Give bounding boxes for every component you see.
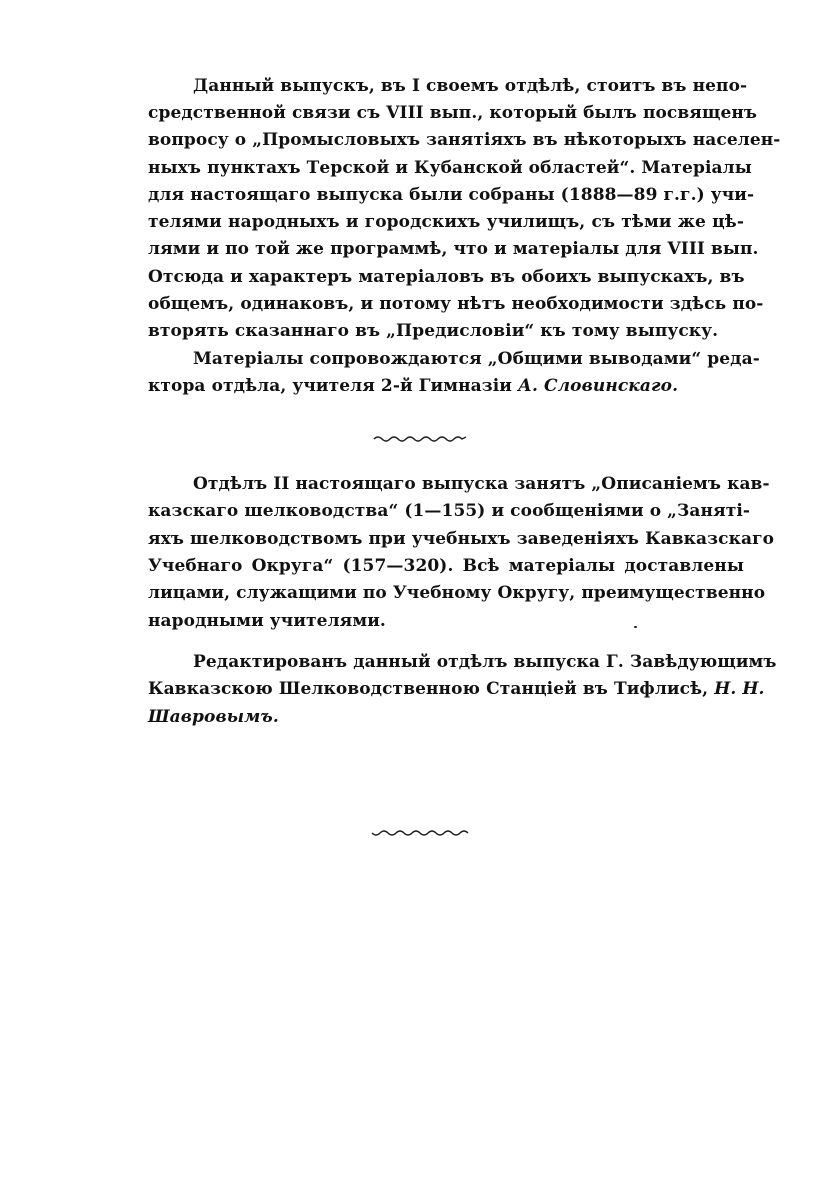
text-line: лицами, служащими по Учебному Округу, преимущественно <box>148 583 766 603</box>
text-line: вопросу о „Промысловыхъ занятіяхъ въ нѣкоторыхъ населен- <box>148 130 781 150</box>
text-line <box>148 375 744 397</box>
text-line: Матеріалы сопровождаются „Общими выводами“ реда- <box>193 349 760 369</box>
text-line: Учебнаго Округа“ (157—320). Всѣ матеріалы доставлены <box>148 556 744 576</box>
text-span: ктора отдѣла, учителя 2-й Гимназіи <box>148 376 519 396</box>
text-line: казскаго шелководства“ (1—155) и сообщеніями о „Заняті- <box>148 501 751 521</box>
text-line: общемъ, одинаковъ, и потому нѣтъ необходимости здѣсь по- <box>148 294 764 314</box>
text-line: средственной связи съ VIII вып., который былъ посвященъ <box>148 103 758 123</box>
text-line: Данный выпускъ, въ I своемъ отдѣлѣ, стоитъ въ непо- <box>193 76 748 96</box>
flourish-divider-icon <box>0 430 840 444</box>
text-span: Кавказскою Шелководственною Станціей въ Тифлисѣ, <box>148 679 715 699</box>
text-line: для настоящаго выпуска были собраны (1888—89 г.г.) учи- <box>148 185 755 205</box>
text-line: вторять сказаннаго въ „Предисловіи“ къ тому выпуску. <box>148 321 719 341</box>
text-line: Отсюда и характеръ матеріаловъ въ обоихъ выпускахъ, въ <box>148 267 745 287</box>
text-line: ныхъ пунктахъ Терской и Кубанской областей“. Матеріалы <box>148 158 752 178</box>
text-line: лями и по той же программѣ, что и матеріалы для VIII вып. <box>148 239 759 259</box>
editor-surname: Шавровымъ. <box>148 707 279 727</box>
text-line: народными учителями. <box>148 611 386 631</box>
text-line: Отдѣлъ II настоящаго выпуска занятъ „Описаніемъ кав- <box>193 474 770 494</box>
text-line <box>148 678 765 700</box>
editor-name: А. Словинскаго. <box>518 376 679 396</box>
ink-speck <box>634 626 637 628</box>
flourish-divider-icon <box>0 826 840 840</box>
text-line: Редактированъ данный отдѣлъ выпуска Г. Завѣдующимъ <box>193 652 777 672</box>
editor-initials: Н. Н. <box>714 679 765 699</box>
text-line: телями народныхъ и городскихъ училищъ, съ тѣми же цѣ- <box>148 212 744 232</box>
text-line: яхъ шелководствомъ при учебныхъ заведеніяхъ Кавказскаго <box>148 529 775 549</box>
